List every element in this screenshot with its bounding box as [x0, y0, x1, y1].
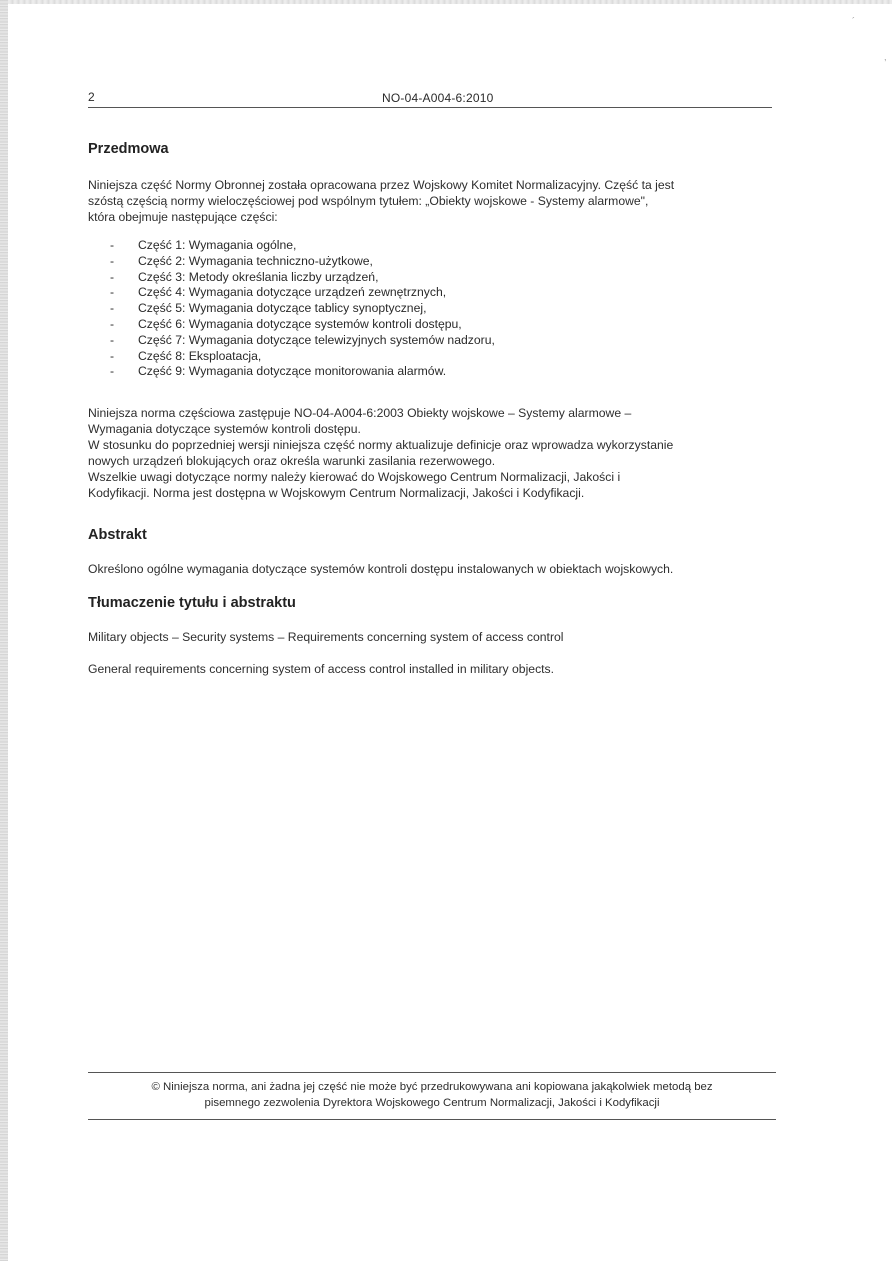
paragraph-line: Wszelkie uwagi dotyczące normy należy kierować do Wojskowego Centrum Normalizacji, Jakości i — [88, 470, 621, 484]
abstract-heading: Abstrakt — [88, 527, 147, 543]
list-item-text: Część 3: Metody określania liczby urządzeń, — [138, 269, 379, 284]
paragraph-line: nowych urządzeń blokujących oraz określa warunki zasilania rezerwowego. — [88, 454, 496, 468]
preface-intro-line: Niniejsza część Normy Obronnej została opracowana przez Wojskowy Komitet Normalizacyjny. Część ta jest — [88, 178, 675, 192]
preface-intro-line: która obejmuje następujące części: — [88, 210, 278, 224]
list-item-text: Część 1: Wymagania ogólne, — [138, 238, 297, 252]
list-item — [110, 270, 495, 286]
list-bullet: - — [110, 285, 115, 300]
list-item — [110, 301, 495, 317]
copyright-line: © Niniejsza norma, ani żadna jej część nie może być przedrukowywana ani kopiowana jakąkolwiek metodą bez — [151, 1081, 713, 1093]
scan-edge-top — [0, 0, 892, 4]
paragraph-line: Wymagania dotyczące systemów kontroli dostępu. — [88, 422, 361, 436]
list-item-text: Część 7: Wymagania dotyczące telewizyjnych systemów nadzoru, — [138, 332, 495, 347]
list-bullet: - — [110, 301, 115, 316]
preface-intro — [88, 177, 772, 225]
list-item-text: Część 8: Eksploatacja, — [138, 348, 262, 363]
list-item-text: Część 6: Wymagania dotyczące systemów kontroli dostępu, — [138, 316, 462, 331]
scan-edge-left — [0, 0, 8, 1261]
list-item — [110, 333, 495, 349]
list-bullet: - — [110, 253, 115, 268]
page-header — [88, 89, 772, 108]
paragraph-line: Niniejsza norma częściowa zastępuje NO-04-A004-6:2003 Obiekty wojskowe – Systemy alarmowe – — [88, 406, 632, 420]
list-bullet: - — [110, 332, 115, 347]
list-item — [110, 349, 495, 365]
list-item-text: Część 5: Wymagania dotyczące tablicy synoptycznej, — [138, 301, 427, 316]
list-bullet: - — [110, 316, 115, 331]
list-item-text: Część 2: Wymagania techniczno-użytkowe, — [138, 253, 373, 268]
list-bullet: - — [110, 348, 115, 363]
list-item — [110, 285, 495, 301]
paragraph-line: Kodyfikacji. Norma jest dostępna w Wojskowym Centrum Normalizacji, Jakości i Kodyfikacji. — [88, 486, 585, 500]
translation-heading: Tłumaczenie tytułu i abstraktu — [88, 595, 296, 611]
scan-speck: ´ — [852, 16, 855, 26]
paragraph-line: W stosunku do poprzedniej wersji niniejsza część normy aktualizuje definicje oraz wprowadza wykorzystanie — [88, 438, 674, 452]
list-item — [110, 238, 495, 254]
list-bullet: - — [110, 238, 115, 252]
list-item-text: Część 4: Wymagania dotyczące urządzeń zewnętrznych, — [138, 285, 447, 300]
scan-speck: , — [884, 52, 887, 62]
abstract-text: Określono ogólne wymagania dotyczące systemów kontroli dostępu instalowanych w obiektach wojskowych. — [88, 562, 674, 576]
title-english: Military objects – Security systems – Requirements concerning system of access control — [88, 630, 564, 644]
list-item — [110, 254, 495, 270]
list-item-text: Część 9: Wymagania dotyczące monitorowania alarmów. — [138, 364, 447, 379]
page-number: 2 — [88, 90, 95, 104]
document-id: NO-04-A004-6:2010 — [382, 91, 494, 105]
preface-replacement — [88, 405, 772, 501]
preface-intro-line: szóstą częścią normy wieloczęściowej pod wspólnym tytułem: „Obiekty wojskowe - Systemy alarmowe", — [88, 194, 649, 208]
preface-heading: Przedmowa — [88, 141, 169, 157]
list-bullet: - — [110, 269, 115, 284]
list-bullet: - — [110, 364, 115, 379]
parts-list — [110, 238, 495, 380]
copyright-footer — [88, 1072, 776, 1120]
list-item — [110, 364, 495, 380]
list-item — [110, 317, 495, 333]
copyright-line: pisemnego zezwolenia Dyrektora Wojskowego Centrum Normalizacji, Jakości i Kodyfikacji — [204, 1097, 660, 1109]
abstract-english: General requirements concerning system of access control installed in military objects. — [88, 662, 555, 676]
